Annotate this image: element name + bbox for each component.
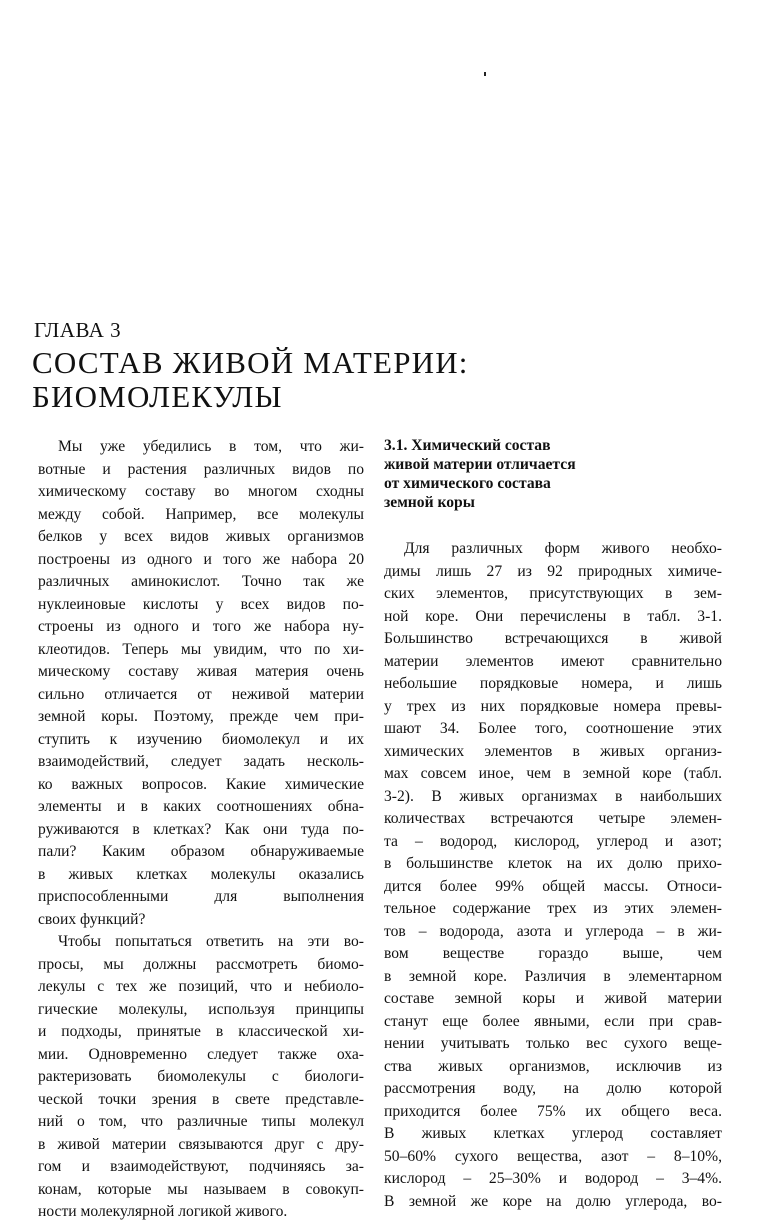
section-body bbox=[384, 538, 722, 1213]
text-line: ности молекулярной логикой живого. bbox=[38, 1203, 288, 1220]
text-line: взаимодействий, следует задать несколь- bbox=[38, 753, 364, 770]
section-heading-line: от химического состава bbox=[384, 475, 551, 492]
text-line: станут еще более явными, если при срав- bbox=[384, 1012, 722, 1030]
text-line: вотные и растения различных видов по bbox=[38, 460, 364, 478]
text-line: белков у всех видов живых организмов bbox=[38, 528, 364, 545]
text-line: приспособленными для выполнения bbox=[38, 888, 364, 905]
text-line: химических элементов в живых организ- bbox=[384, 742, 722, 760]
text-line: построены из одного и того же набора 20 bbox=[38, 550, 364, 568]
text-line: рассмотрения воду, на долю которой bbox=[384, 1080, 722, 1097]
section-heading-line: 3.1. Химический состав bbox=[384, 437, 551, 454]
text-line: ческой точки зрения в свете представле- bbox=[38, 1090, 364, 1108]
text-line: Большинство встречающихся в живой bbox=[384, 630, 722, 647]
text-line: материи элементов имеют сравнительно bbox=[384, 652, 722, 670]
left-column bbox=[38, 436, 364, 1224]
text-line: небольшие порядковые номера, и лишь bbox=[384, 675, 722, 692]
text-line: нении учитывать только вес сухого веще- bbox=[384, 1035, 722, 1052]
text-line: количествах встречаются четыре элемен- bbox=[384, 810, 722, 827]
text-line: в большинстве клеток на их долю прихо- bbox=[384, 855, 722, 872]
section-heading-line: живой материи отличается bbox=[384, 456, 576, 473]
text-line: ной коре. Они перечислены в табл. 3-1. bbox=[384, 607, 722, 625]
text-line: в земной коре. Различия в элементарном bbox=[384, 967, 722, 985]
right-column bbox=[384, 436, 722, 1213]
chapter-title-line: СОСТАВ ЖИВОЙ МАТЕРИИ: bbox=[32, 345, 469, 380]
text-line: нуклеиновые кислоты у всех видов по- bbox=[38, 595, 364, 613]
text-line: ства живых организмов, исключив из bbox=[384, 1057, 722, 1075]
text-line: гом и взаимодействуют, подчиняясь за- bbox=[38, 1158, 364, 1175]
text-line: пали? Каким образом обнаруживаемые bbox=[38, 843, 364, 860]
text-line: ступить к изучению биомолекул и их bbox=[38, 730, 364, 748]
text-line: руживаются в клетках? Как они туда по- bbox=[38, 820, 364, 838]
text-line: земной коры. Поэтому, прежде чем при- bbox=[38, 708, 364, 725]
text-line: и подходы, принятые в классической хи- bbox=[38, 1023, 364, 1040]
text-line: Мы уже убедились в том, что жи- bbox=[58, 438, 364, 455]
text-line: 50–60% сухого вещества, азот – 8–10%, bbox=[384, 1147, 722, 1165]
text-line: вом веществе гораздо выше, чем bbox=[384, 945, 722, 962]
text-line: приходится более 75% их общего веса. bbox=[384, 1102, 722, 1120]
text-line: химическому составу во многом сходны bbox=[38, 483, 364, 500]
text-line: строены из одного и того же набора ну- bbox=[38, 618, 364, 635]
text-line: шают 34. Более того, соотношение этих bbox=[384, 720, 722, 737]
text-line: в живых клетках молекулы оказались bbox=[38, 865, 364, 883]
text-line: гические молекулы, используя принципы bbox=[38, 1000, 364, 1018]
text-line: ний о том, что различные типы молекул bbox=[38, 1113, 364, 1130]
text-line: кислород – 25–30% и водород – 3–4%. bbox=[384, 1170, 722, 1187]
text-line: дится более 99% общей массы. Относи- bbox=[384, 877, 722, 895]
section-heading-line: земной коры bbox=[384, 494, 475, 511]
text-line: клеотидов. Теперь мы увидим, что по хи- bbox=[38, 640, 364, 658]
text-line: у трех из них порядковые номера превы- bbox=[384, 697, 722, 715]
text-line: различных аминокислот. Точно так же bbox=[38, 573, 364, 590]
text-line: мии. Одновременно следует также оха- bbox=[38, 1045, 364, 1063]
text-line: элементы и в каких соотношениях обна- bbox=[38, 798, 364, 815]
paragraph bbox=[38, 931, 364, 1224]
text-line: мах совсем иное, чем в земной коре (табл. bbox=[384, 765, 722, 782]
text-line: димы лишь 27 из 92 природных химиче- bbox=[384, 562, 722, 580]
text-line: составе земной коры и живой материи bbox=[384, 990, 722, 1007]
text-line: между собой. Например, все молекулы bbox=[38, 505, 364, 523]
text-line: Для различных форм живого необхо- bbox=[404, 540, 722, 557]
text-line: тов – водорода, азота и углерода – в жи- bbox=[384, 922, 722, 940]
text-line: мическому составу живая материя очень bbox=[38, 663, 364, 680]
text-line: Чтобы попытаться ответить на эти во- bbox=[58, 933, 364, 950]
section-heading bbox=[384, 436, 722, 512]
chapter-title bbox=[32, 346, 732, 414]
text-line: сильно отличается от неживой материи bbox=[38, 685, 364, 703]
chapter-label: ГЛАВА 3 bbox=[34, 318, 122, 342]
text-line: просы, мы должны рассмотреть биомо- bbox=[38, 955, 364, 973]
text-line: в живой материи связываются друг с дру- bbox=[38, 1135, 364, 1153]
paragraph bbox=[38, 436, 364, 931]
text-line: лекулы с тех же позиций, что и небиоло- bbox=[38, 978, 364, 995]
text-line: 3-2). В живых организмах в наибольших bbox=[384, 787, 722, 805]
text-line: рактеризовать биомолекулы с биологи- bbox=[38, 1068, 364, 1085]
chapter-title-line: БИОМОЛЕКУЛЫ bbox=[32, 379, 283, 414]
text-line: В живых клетках углерод составляет bbox=[384, 1125, 722, 1142]
text-line: та – водород, кислород, углерод и азот; bbox=[384, 832, 722, 850]
text-line: конам, которые мы называем в совокуп- bbox=[38, 1180, 364, 1198]
scan-speck bbox=[484, 72, 486, 76]
text-line: ко важных вопросов. Какие химические bbox=[38, 775, 364, 793]
text-line: тельное содержание трех из этих элемен- bbox=[384, 900, 722, 917]
text-line: В земной же коре на долю углерода, во- bbox=[384, 1192, 722, 1210]
text-line: ских элементов, присутствующих в зем- bbox=[384, 585, 722, 602]
text-line: своих функций? bbox=[38, 910, 146, 928]
